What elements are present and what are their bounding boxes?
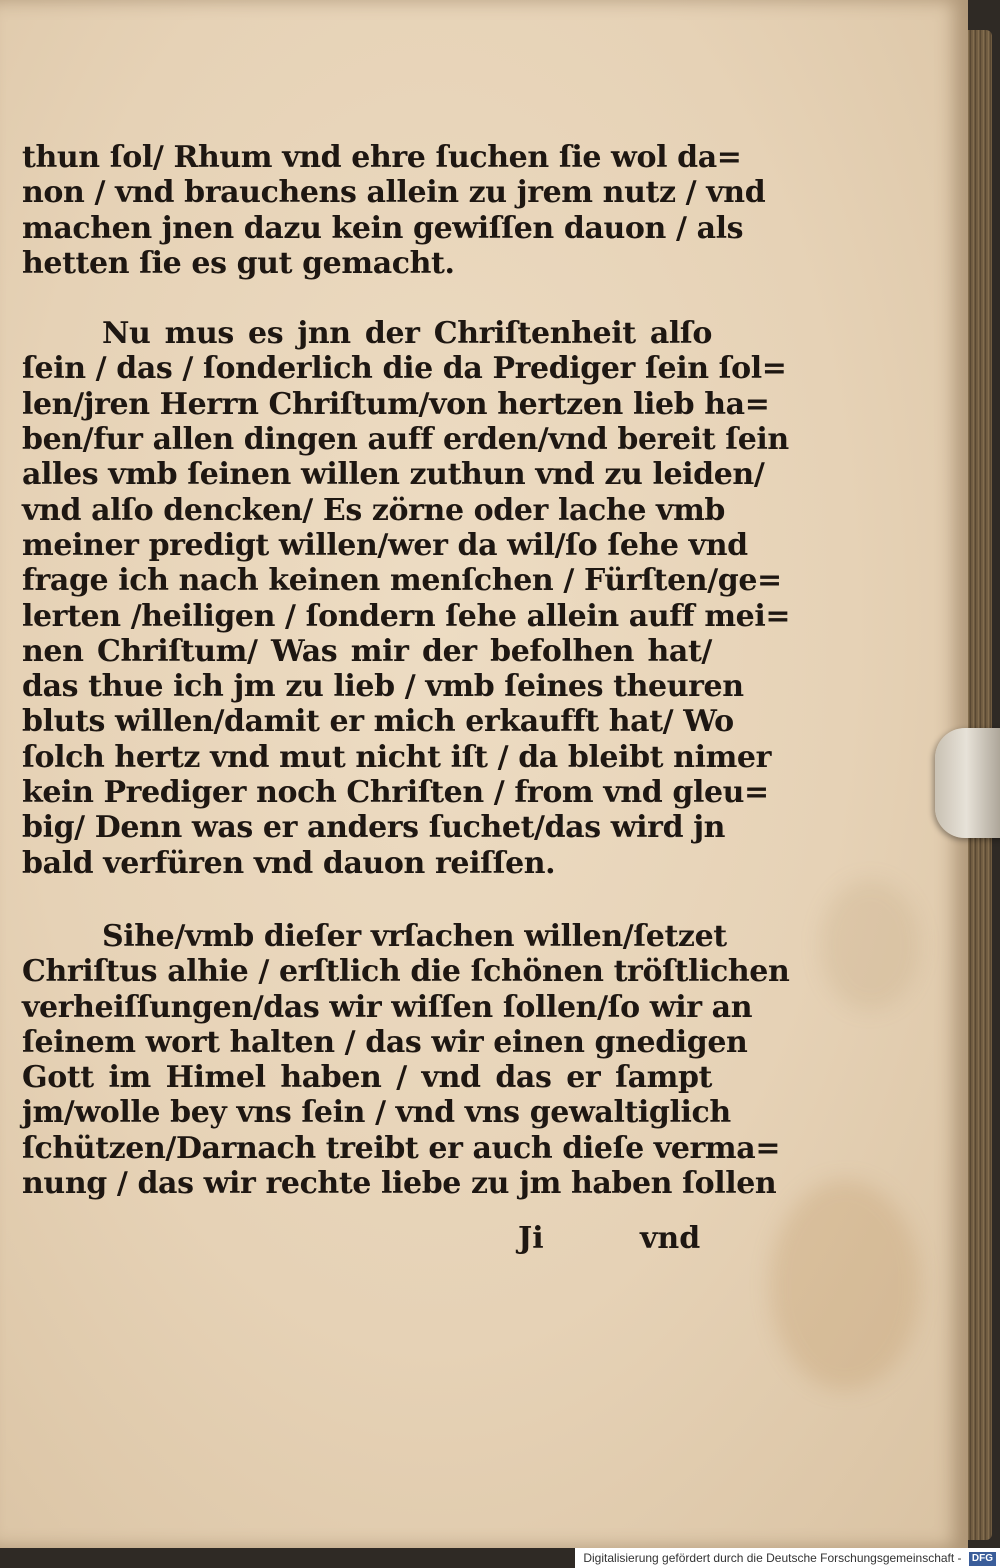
- text-line: lerten /heiligen / ſondern ſehe allein auff mei=: [22, 598, 791, 634]
- text-line: non / vnd brauchens allein zu jrem nutz / vnd: [22, 175, 766, 211]
- text-line: big/ Denn was er anders ſuchet/das wird jn: [22, 810, 726, 846]
- text-line: Nu mus es jnn der Chriſtenheit alſo: [102, 316, 712, 352]
- text-line: ſein / das / ſonderlich die da Prediger ſein ſol=: [22, 351, 787, 387]
- text-line: kein Prediger noch Chriſten / from vnd gleu=: [22, 775, 769, 811]
- text-line: thun ſol/ Rhum vnd ehre ſuchen ſie wol da=: [22, 140, 742, 175]
- text-line: meiner predigt willen/wer da wil/ſo ſehe vnd: [22, 527, 748, 563]
- text-line: jm/wolle bey vns ſein / vnd vns gewaltiglich: [22, 1095, 731, 1131]
- text-line: Gott im Himel haben / vnd das er ſampt: [22, 1060, 712, 1096]
- catchword: vnd: [640, 1221, 701, 1256]
- text-line: bald verfüren vnd dauon reiſſen.: [22, 845, 556, 881]
- text-line: ſolch hertz vnd mut nicht iſt / da bleibt nimer: [22, 739, 772, 775]
- text-line: hetten ſie es gut gemacht.: [22, 245, 455, 281]
- signature-mark: Ji: [518, 1221, 544, 1256]
- paragraph-2: [22, 316, 791, 881]
- text-line: ſeinem wort halten / das wir einen gnedigen: [22, 1024, 748, 1060]
- credit-text: Digitalisierung gefördert durch die Deutsche Forschungsgemeinschaft -: [583, 1551, 962, 1565]
- page-text: [22, 140, 791, 1202]
- text-line: nen Chriſtum/ Was mir der befolhen hat/: [22, 633, 712, 669]
- dfg-logo: DFG: [969, 1552, 996, 1566]
- text-line: machen jnen dazu kein gewiſſen dauon / als: [22, 210, 744, 246]
- text-line: ben/fur allen dingen auff erden/vnd bereit ſein: [22, 422, 789, 458]
- text-line: ſchützen/Darnach treibt er auch dieſe verma=: [22, 1130, 781, 1166]
- text-line: len/jren Herrn Chriſtum/von hertzen lieb ha=: [22, 386, 770, 422]
- water-stain: [770, 1180, 920, 1390]
- page-clip: [935, 728, 1000, 838]
- text-line: Sihe/vmb dieſer vrſachen willen/ſetzet: [102, 918, 727, 954]
- text-line: das thue ich jm zu lieb / vmb ſeines theuren: [22, 669, 744, 705]
- paragraph-1: [22, 140, 766, 281]
- text-line: alles vmb ſeinen willen zuthun vnd zu leiden/: [22, 457, 765, 493]
- text-line: bluts willen/damit er mich erkaufft hat/ Wo: [22, 704, 734, 740]
- water-stain: [820, 880, 920, 1010]
- text-line: verheiſſungen/das wir wiſſen ſollen/ſo wir an: [22, 989, 753, 1025]
- paragraph-3: [22, 918, 790, 1202]
- text-line: Chriſtus alhie / erſtlich die ſchönen tröſtlichen: [22, 954, 790, 990]
- text-line: vnd alſo dencken/ Es zörne oder lache vmb: [22, 492, 725, 528]
- text-line: nung / das wir rechte liebe zu jm haben ſollen: [22, 1166, 777, 1202]
- digitization-credit: [575, 1548, 1000, 1568]
- text-line: frage ich nach keinen menſchen / Fürſten/ge=: [22, 563, 782, 599]
